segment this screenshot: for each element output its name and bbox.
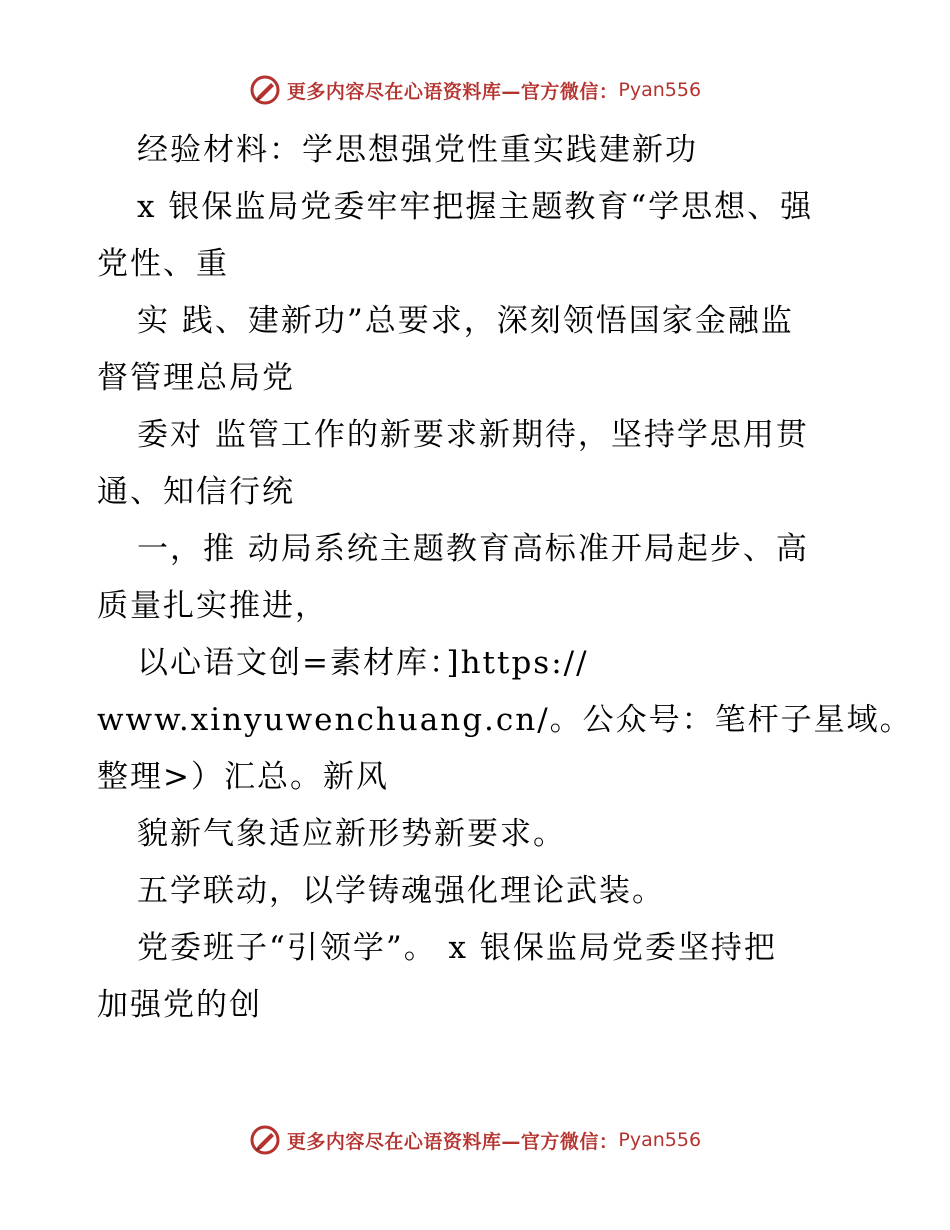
paragraph-line: 党性、重	[97, 246, 229, 282]
document-body	[97, 122, 913, 1034]
paragraph-line: 督管理总局党	[97, 360, 295, 396]
banner-wechat-id: Pyan556	[618, 79, 702, 101]
paragraph-line: 委对 监管工作的新要求新期待，坚持学思用贯	[137, 417, 809, 453]
paragraph-line: 一，推 动局系统主题教育高标准开局起步、高	[137, 531, 809, 567]
paragraph-line: 以心语文创=素材库：]https://	[137, 645, 589, 681]
paragraph-line: 貌新气象适应新形势新要求。	[137, 816, 566, 852]
header-banner	[0, 70, 950, 110]
doc-title: 经验材料：学思想强党性重实践建新功	[137, 132, 698, 168]
paragraph-line: 党委班子“引领学”。 x 银保监局党委坚持把	[137, 930, 777, 966]
paragraph-line: 整理>）汇总。新风	[97, 759, 389, 795]
pen-logo-icon	[249, 1124, 281, 1156]
footer-banner	[0, 1120, 950, 1160]
paragraph-line: 通、知信行统	[97, 474, 295, 510]
paragraph-line: www.xinyuwenchuang.cn/。公众号：笔杆子星域。	[97, 702, 913, 738]
banner-wechat-id: Pyan556	[618, 1129, 702, 1151]
paragraph-line: 实 践、建新功”总要求，深刻领悟国家金融监	[137, 303, 794, 339]
paragraph-line: 加强党的创	[97, 987, 262, 1023]
paragraph-line: 五学联动，以学铸魂强化理论武装。	[137, 873, 665, 909]
paragraph-line: x 银保监局党委牢牢把握主题教育“学思想、强	[137, 189, 814, 225]
banner-text: 更多内容尽在心语资料库—官方微信：	[286, 1130, 619, 1153]
paragraph-line: 质量扎实推进，	[97, 588, 328, 624]
pen-logo-icon	[249, 74, 281, 106]
banner-text: 更多内容尽在心语资料库—官方微信：	[286, 80, 619, 103]
